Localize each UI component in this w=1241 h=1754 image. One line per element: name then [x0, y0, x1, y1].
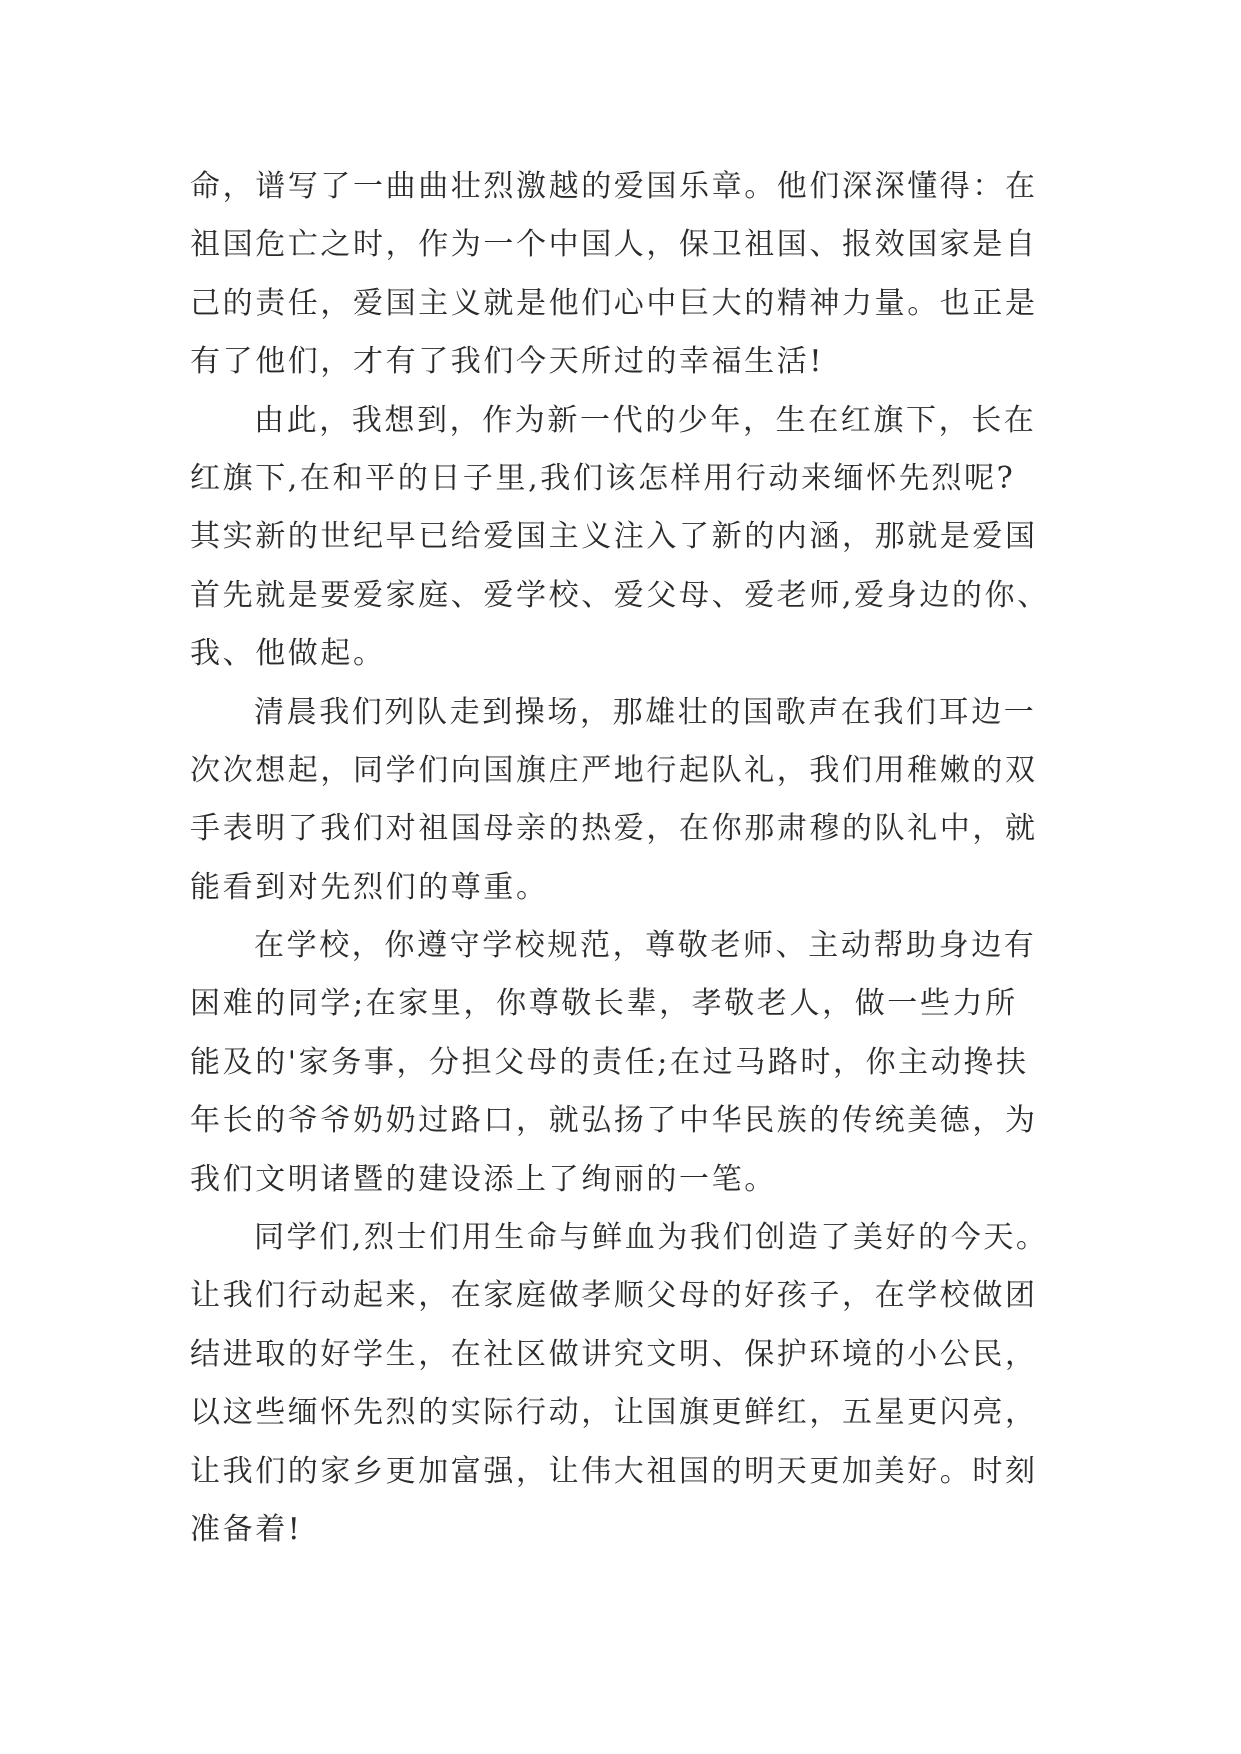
paragraph-first-line: 清晨我们列队走到操场，那雄壮的国歌声在我们耳边一	[254, 694, 1037, 730]
text-line: 让我们行动起来，在家庭做孝顺父母的好孩子，在学校做团	[190, 1278, 1038, 1314]
text-line: 以这些缅怀先烈的实际行动，让国旗更鲜红，五星更闪亮，	[190, 1395, 1038, 1431]
text-line: 困难的同学;在家里，你尊敬长辈，孝敬老人，做一些力所	[190, 986, 1018, 1022]
text-line: 结进取的好学生，在社区做讲究文明、保护环境的小公民，	[190, 1336, 1038, 1372]
text-line: 能及的'家务事，分担父母的责任;在过马路时，你主动搀扶	[190, 1044, 1029, 1080]
text-line: 次次想起，同学们向国旗庄严地行起队礼，我们用稚嫩的双	[190, 752, 1038, 788]
paragraph-first-line: 同学们,烈士们用生命与鲜血为我们创造了美好的今天。	[254, 1220, 1049, 1256]
text-line: 祖国危亡之时，作为一个中国人，保卫祖国、报效国家是自	[190, 227, 1038, 263]
text-line: 我、他做起。	[190, 636, 386, 672]
paragraph-first-line: 在学校，你遵守学校规范，尊敬老师、主动帮助身边有	[254, 928, 1037, 964]
text-line: 我们文明诸暨的建设添上了绚丽的一笔。	[190, 1161, 777, 1197]
text-line: 让我们的家乡更加富强，让伟大祖国的明天更加美好。时刻	[190, 1453, 1038, 1489]
text-line: 红旗下,在和平的日子里,我们该怎样用行动来缅怀先烈呢?	[190, 460, 1016, 496]
text-line: 首先就是要爱家庭、爱学校、爱父母、爱老师,爱身边的你、	[190, 577, 1050, 613]
text-line: 己的责任，爱国主义就是他们心中巨大的精神力量。也正是	[190, 285, 1038, 321]
text-line: 其实新的世纪早已给爱国主义注入了新的内涵，那就是爱国	[190, 519, 1038, 555]
text-line: 命，谱写了一曲曲壮烈激越的爱国乐章。他们深深懂得：在	[190, 169, 1038, 204]
text-line: 手表明了我们对祖国母亲的热爱，在你那肃穆的队礼中，就	[190, 811, 1038, 847]
text-line: 能看到对先烈们的尊重。	[190, 869, 549, 905]
text-line: 年长的爷爷奶奶过路口，就弘扬了中华民族的传统美德，为	[190, 1103, 1038, 1139]
text-line: 有了他们，才有了我们今天所过的幸福生活!	[190, 344, 825, 380]
body-text	[190, 158, 1060, 1559]
text-line: 准备着!	[190, 1511, 303, 1547]
paragraph-first-line: 由此，我想到，作为新一代的少年，生在红旗下，长在	[254, 402, 1037, 438]
